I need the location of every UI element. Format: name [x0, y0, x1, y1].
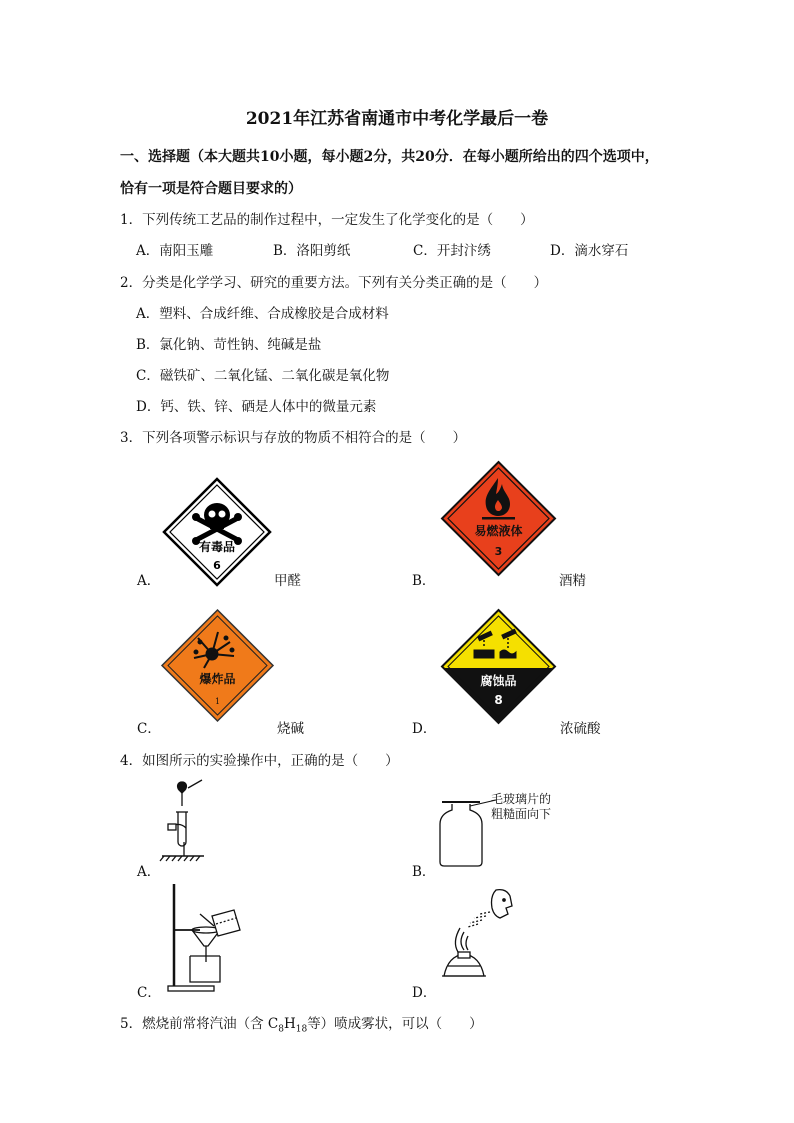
question-3-stem: 3．下列各项警示标识与存放的物质不相符合的是（ ）: [120, 430, 467, 446]
q3-option-c-substance: 烧碱: [277, 721, 304, 737]
toxic-sign: [162, 477, 272, 587]
q3-option-d-substance: 浓硫酸: [560, 721, 601, 737]
sign-label: 有毒品: [198, 540, 236, 554]
section-heading: 一、选择题（本大题共10小题，每小题2分，共20分．在每小题所给出的四个选项中，: [120, 149, 659, 165]
sign-number: 3: [494, 545, 503, 558]
q1-option-c: C．开封汴绣: [413, 243, 491, 259]
bottle-note-line2: 粗糙面向下: [491, 807, 552, 821]
sign-number: 6: [213, 559, 221, 572]
q2-option-b: B．氯化钠、苛性钠、纯碱是盐: [136, 337, 322, 353]
question-5-stem: 5．燃烧前常将汽油（含 $C_8H_{18}$等）喷成雾状，可以（ ）: [120, 1016, 483, 1035]
question-1-stem: 1．下列传统工艺品的制作过程中，一定发生了化学变化的是（ ）: [120, 212, 534, 228]
bottle-note-line1: 毛玻璃片的: [491, 792, 552, 806]
q1-option-a: A．南阳玉雕: [136, 243, 214, 259]
flammable-sign: [440, 460, 557, 577]
dropper-test-tube-icon: [160, 776, 220, 868]
sign-label: 爆炸品: [199, 672, 236, 686]
sign-number: 8: [494, 693, 503, 707]
sign-label: 易燃液体: [474, 524, 523, 538]
q2-option-d: D．钙、铁、锌、硒是人体中的微量元素: [136, 399, 377, 415]
q1-option-d: D．滴水穿石: [550, 243, 629, 259]
q4-option-d-letter: D．: [412, 985, 437, 1001]
smell-gas-icon: [434, 886, 524, 990]
q3-option-a-substance: 甲醛: [274, 573, 301, 589]
corrosive-sign: [440, 608, 557, 725]
q3-option-b-substance: 酒精: [559, 573, 586, 589]
sign-label: 腐蚀品: [480, 674, 517, 688]
q4-option-c-letter: C．: [137, 985, 161, 1001]
q4-option-a-letter: A．: [137, 864, 161, 880]
section-heading-cont: 恰有一项是符合题目要求的）: [120, 181, 302, 197]
page-title: 2021年江苏省南通市中考化学最后一卷: [245, 109, 549, 129]
q3-option-d-letter: D．: [412, 721, 437, 737]
question-2-stem: 2．分类是化学学习、研究的重要方法。下列有关分类正确的是（ ）: [120, 275, 548, 291]
q1-option-b: B．洛阳剪纸: [273, 243, 351, 259]
q3-option-a-letter: A．: [137, 573, 161, 589]
q3-option-b-letter: B．: [412, 573, 436, 589]
q4-option-b-letter: B．: [412, 864, 436, 880]
filtration-icon: [166, 882, 246, 994]
question-4-stem: 4．如图所示的实验操作中，正确的是（ ）: [120, 753, 399, 769]
q3-option-c-letter: C．: [137, 721, 161, 737]
q2-option-a: A．塑料、合成纤维、合成橡胶是合成材料: [136, 306, 389, 322]
q2-option-c: C．磁铁矿、二氧化锰、二氧化碳是氧化物: [136, 368, 390, 384]
sign-number: 1: [214, 697, 221, 706]
explosive-sign: [160, 608, 275, 723]
gas-bottle-icon: [436, 800, 486, 868]
